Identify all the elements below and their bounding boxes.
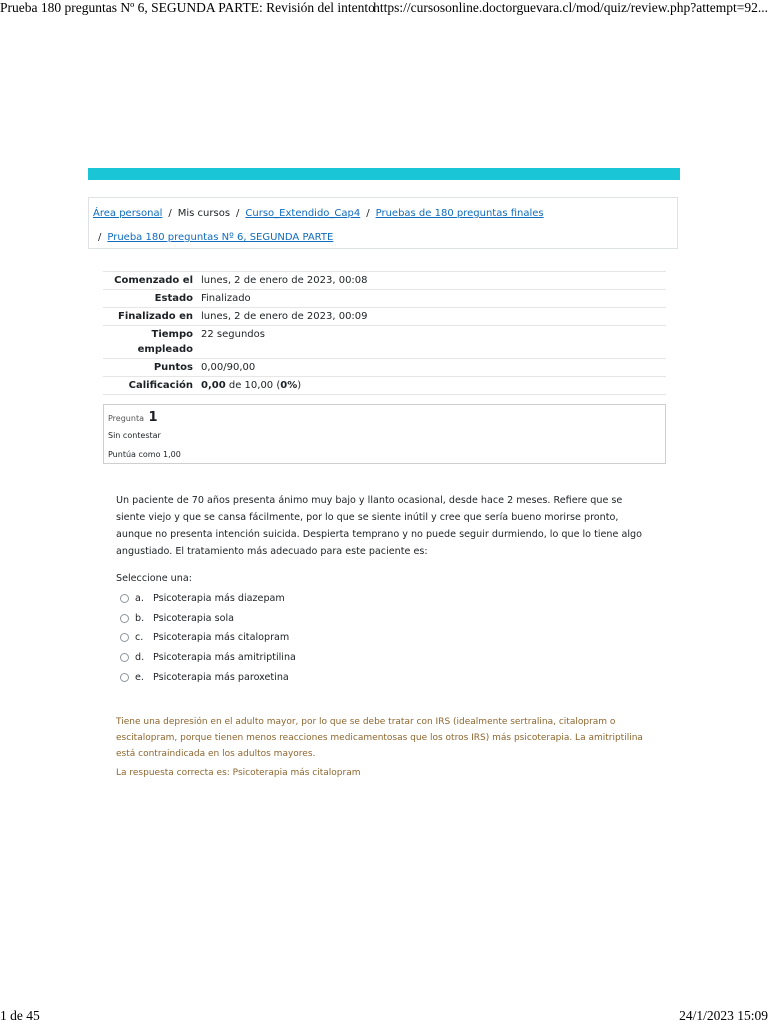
answer-text: Psicoterapia más amitriptilina xyxy=(153,652,296,664)
answer-option-a[interactable] xyxy=(120,589,296,609)
summary-value: lunes, 2 de enero de 2023, 00:08 xyxy=(201,275,368,286)
summary-value xyxy=(201,377,666,394)
answer-letter: b. xyxy=(135,612,145,624)
answer-letter: c. xyxy=(135,632,144,644)
breadcrumb-mis-cursos: Mis cursos xyxy=(177,208,231,219)
answer-letter: d. xyxy=(135,652,145,664)
general-feedback: Tiene una depresión en el adulto mayor, por lo que se debe tratar con IRS (idealmente sertralina, citalopram o escitalopram, porque tienen menos reacciones medicamentosas que los otros IRS) más psicoterapia. La amitriptilina está contraindicada en los adultos mayores. xyxy=(116,717,643,759)
answer-option-d[interactable] xyxy=(120,648,296,668)
breadcrumb-separator: / xyxy=(236,208,240,219)
answer-letter: e. xyxy=(135,671,144,683)
breadcrumb-separator: / xyxy=(168,208,172,219)
breadcrumb-area-personal[interactable]: Área personal xyxy=(93,208,163,219)
question-grade: Puntúa como 1,00 xyxy=(108,450,181,459)
summary-label: Comenzado el xyxy=(114,275,193,286)
print-datetime: 24/1/2023 15:09 xyxy=(679,1008,768,1023)
print-header xyxy=(0,0,768,18)
answer-options xyxy=(120,589,296,687)
summary-label: Calificación xyxy=(128,380,193,391)
print-page-url: https://cursosonline.doctorguevara.cl/mod/quiz/review.php?attempt=92... xyxy=(373,0,768,15)
breadcrumb-separator: / xyxy=(366,208,370,219)
question-text: Un paciente de 70 años presenta ánimo muy bajo y llanto ocasional, desde hace 2 meses. Refiere que se siente viejo y que se cansa fácilmente, por lo que se siente inútil y cree que sería bueno morirse pronto, aunque no presenta intención suicida. Despierta temprano y no puede seguir durmiendo, lo que lo tiene algo angustiado. El tratamiento más adecuado para este paciente es: xyxy=(116,495,642,557)
breadcrumb-quiz[interactable]: Prueba 180 preguntas Nº 6, SEGUNDA PARTE xyxy=(107,232,334,243)
grade-close: ) xyxy=(297,380,302,391)
right-answer: La respuesta correcta es: Psicoterapia más citalopram xyxy=(116,768,361,778)
radio-button[interactable] xyxy=(120,653,129,662)
answer-text: Psicoterapia más diazepam xyxy=(153,593,285,605)
summary-row-grade xyxy=(103,376,666,395)
question-number-value: 1 xyxy=(148,410,158,425)
answer-option-e[interactable] xyxy=(120,667,296,687)
question-state: Sin contestar xyxy=(108,431,161,440)
answer-text: Psicoterapia más citalopram xyxy=(153,632,290,644)
radio-button[interactable] xyxy=(120,633,129,642)
print-page-number: 1 de 45 xyxy=(0,1008,40,1023)
summary-row-started xyxy=(103,271,666,289)
print-footer xyxy=(0,1008,768,1026)
summary-label: Puntos xyxy=(153,362,193,373)
answer-letter: a. xyxy=(135,593,144,605)
summary-row-state xyxy=(103,289,666,307)
grade-max: de 10,00 ( xyxy=(225,380,281,391)
summary-label: Finalizado en xyxy=(118,311,193,322)
summary-label: Tiempo empleado xyxy=(137,329,193,355)
answer-text: Psicoterapia sola xyxy=(153,612,235,624)
question-number xyxy=(108,410,158,425)
question-label: Pregunta xyxy=(108,414,144,423)
summary-row-time xyxy=(103,325,666,358)
answer-prompt: Seleccione una: xyxy=(116,573,192,584)
navbar-accent-bar xyxy=(88,168,680,180)
grade-percent: 0% xyxy=(280,380,298,391)
radio-button[interactable] xyxy=(120,673,129,682)
breadcrumb-separator: / xyxy=(98,232,102,243)
summary-label: Estado xyxy=(154,293,193,304)
summary-value: 22 segundos xyxy=(201,329,265,340)
answer-text: Psicoterapia más paroxetina xyxy=(153,671,289,683)
radio-button[interactable] xyxy=(120,614,129,623)
breadcrumb xyxy=(88,197,678,249)
radio-button[interactable] xyxy=(120,594,129,603)
summary-value: Finalizado xyxy=(201,293,251,304)
breadcrumb-section[interactable]: Pruebas de 180 preguntas finales xyxy=(375,208,544,219)
summary-value: lunes, 2 de enero de 2023, 00:09 xyxy=(201,311,368,322)
breadcrumb-course[interactable]: Curso_Extendido_Cap4 xyxy=(245,208,361,219)
question-info-box xyxy=(103,404,666,464)
summary-value: 0,00/90,00 xyxy=(201,362,256,373)
attempt-summary-table xyxy=(103,271,666,395)
summary-row-points xyxy=(103,358,666,376)
summary-row-finished xyxy=(103,307,666,325)
answer-option-b[interactable] xyxy=(120,609,296,629)
answer-option-c[interactable] xyxy=(120,628,296,648)
grade-value: 0,00 xyxy=(201,380,226,391)
print-page-title: Prueba 180 preguntas Nº 6, SEGUNDA PARTE: Revisión del intento xyxy=(0,0,375,15)
